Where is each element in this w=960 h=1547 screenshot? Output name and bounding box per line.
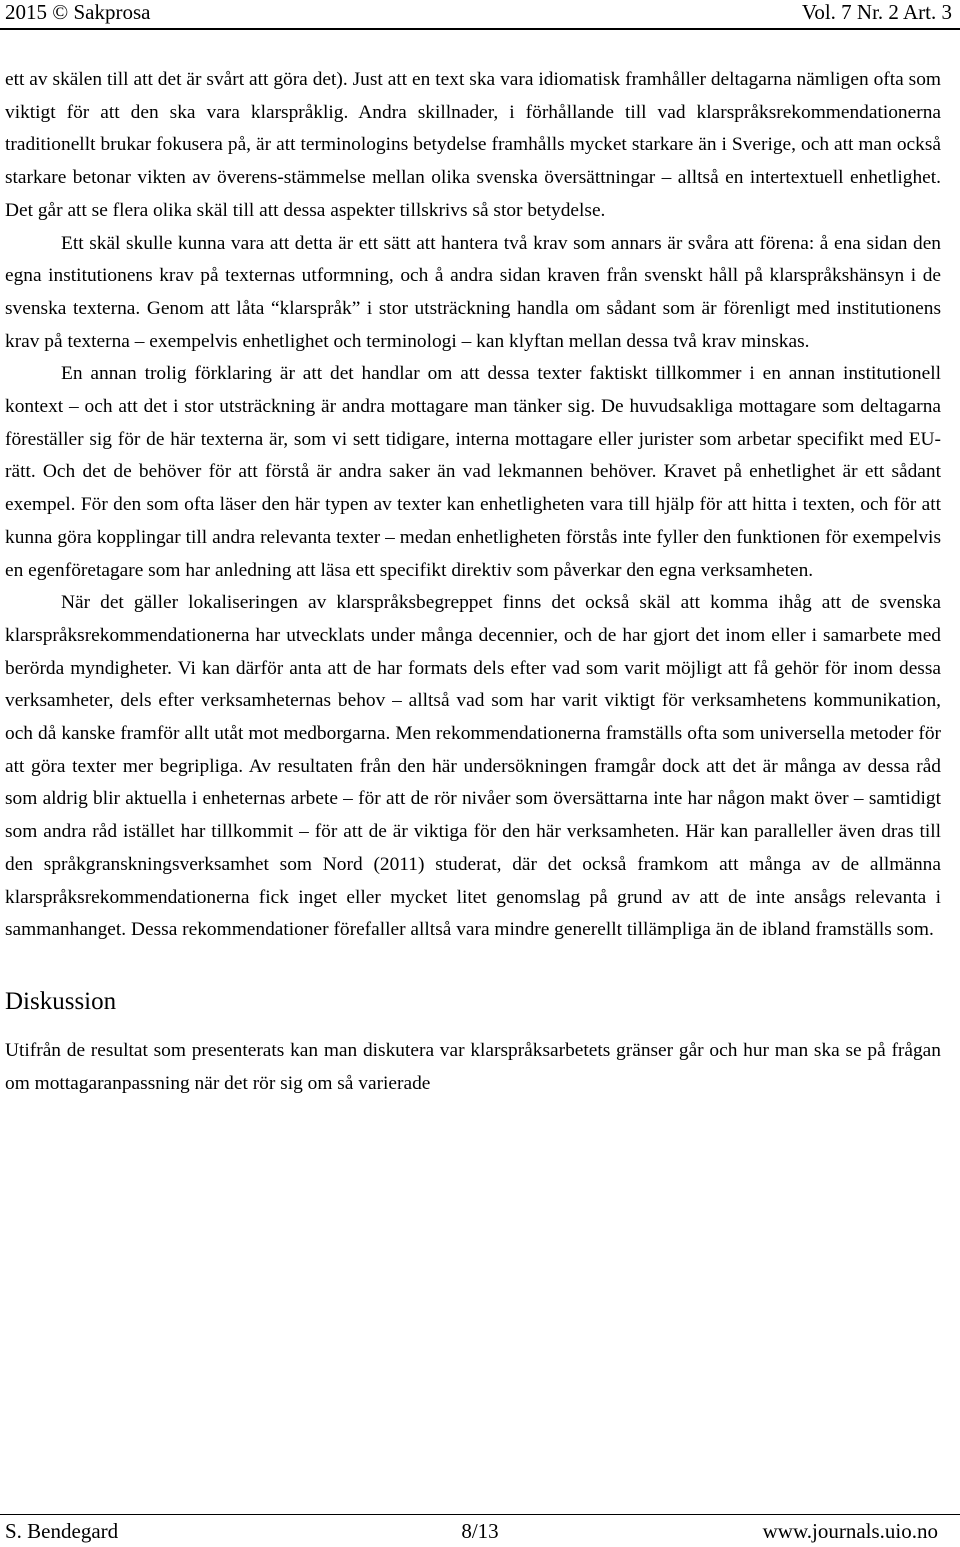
page-header — [0, 0, 960, 28]
page-number: 8/13 — [461, 1519, 499, 1543]
paragraph-continued: ett av skälen till att det är svårt att göra det). Just att en text ska vara idiomatisk framhåller deltagarna nämligen ofta som viktigt för att den ska vara klarspråklig. Andra skillnader, i förhållande till vad klarspråksrekommendationerna traditionellt brukar fokusera på, är att terminologins betydelse framhålls mycket starkare än i Sverige, och att man också starkare betonar vikten av överens-stämmelse mellan olika svenska översättningar – alltså en intertextuell enhetlighet. Det går att se flera olika skäl till att dessa aspekter tillskrivs så stor betydelse. — [5, 69, 941, 221]
author-name: S. Bendegard — [5, 1519, 119, 1543]
volume-issue: Vol. 7 Nr. 2 Art. 3 — [801, 0, 952, 24]
paragraph: En annan trolig förklaring är att det handlar om att dessa texter faktiskt tillkommer i en annan institutionell kontext – och att det i stor utsträckning är andra mottagare man tänker sig. De huvudsakliga mottagare som deltagarna föreställer sig för de här texterna är, som vi sett tidigare, interna mottagare eller jurister som arbetar specifikt med EU-rätt. Och det de behöver för att förstå är andra saker än vad lekmannen behöver. Kravet på enhetlighet är ett sådant exempel. För den som ofta läser den här typen av texter kan enhetligheten vara till hjälp för att hitta i texten, och för att kunna göra kopplingar till andra relevanta texter – medan enhetligheten förstås inte fyller den funktionen för exempelvis en egenföretagare som har anledning att läsa ett specifikt direktiv som påverkar den egna verksamheten. — [5, 363, 941, 581]
article-body — [5, 64, 941, 1100]
journal-copyright: 2015 © Sakprosa — [5, 0, 151, 24]
paragraph: Utifrån de resultat som presenterats kan man diskutera var klarspråksarbetets gränser går och hur man ska se på frågan om mottagaranpassning när det rör sig om så varierade — [5, 1039, 941, 1094]
paragraph: Ett skäl skulle kunna vara att detta är ett sätt att hantera två krav som annars är svåra att förena: å ena sidan den egna institutionens krav på texternas utformning, och å andra sidan kraven från svenskt håll på klarspråkshänsyn i de svenska texterna. Genom att låta “klarspråk” i stor utsträckning handla om sådant som är förenligt med institutionens krav på texterna – exempelvis enhetlighet och terminologi – kan klyftan mellan dessa två krav minskas. — [5, 232, 941, 352]
section-heading: Diskussion — [5, 987, 117, 1015]
header-divider — [0, 28, 960, 30]
footer-divider — [0, 1514, 960, 1515]
paragraph: När det gäller lokaliseringen av klarspråksbegreppet finns det också skäl att komma ihåg att de svenska klarspråksrekommendationerna har utvecklats under många decennier, och de har gjort det inom eller i samarbete med berörda myndigheter. Vi kan därför anta att de har formats dels efter vad som varit möjligt att få gehör för inom dessa verksamheter, dels efter verksamheternas behov – alltså vad som har varit viktigt för verksamhetens kommunikation, och då kanske framför allt utåt mot medborgarna. Men rekommendationerna framställs ofta som universella metoder för att göra texter mer begripliga. Av resultaten från den här undersökningen framgår dock att det är många av dessa råd som aldrig blir aktuella i enheternas arbete – för att de rör nivåer som översättarna inte har någon makt över – samtidigt som andra råd istället har tillkommit – för att de är viktiga för den här verksamheten. Här kan paralleller även dras till den språkgranskningsverksamhet som Nord (2011) studerat, där det också framkom att många av de allmänna klarspråksrekommendationerna fick inget eller mycket litet genomslag på grund av att de inte ansågs relevanta i sammanhanget. Dessa rekommendationer förefaller alltså vara mindre generellt tillämpliga än de ibland framställs som. — [5, 592, 941, 941]
journal-url[interactable]: www.journals.uio.no — [762, 1519, 938, 1543]
